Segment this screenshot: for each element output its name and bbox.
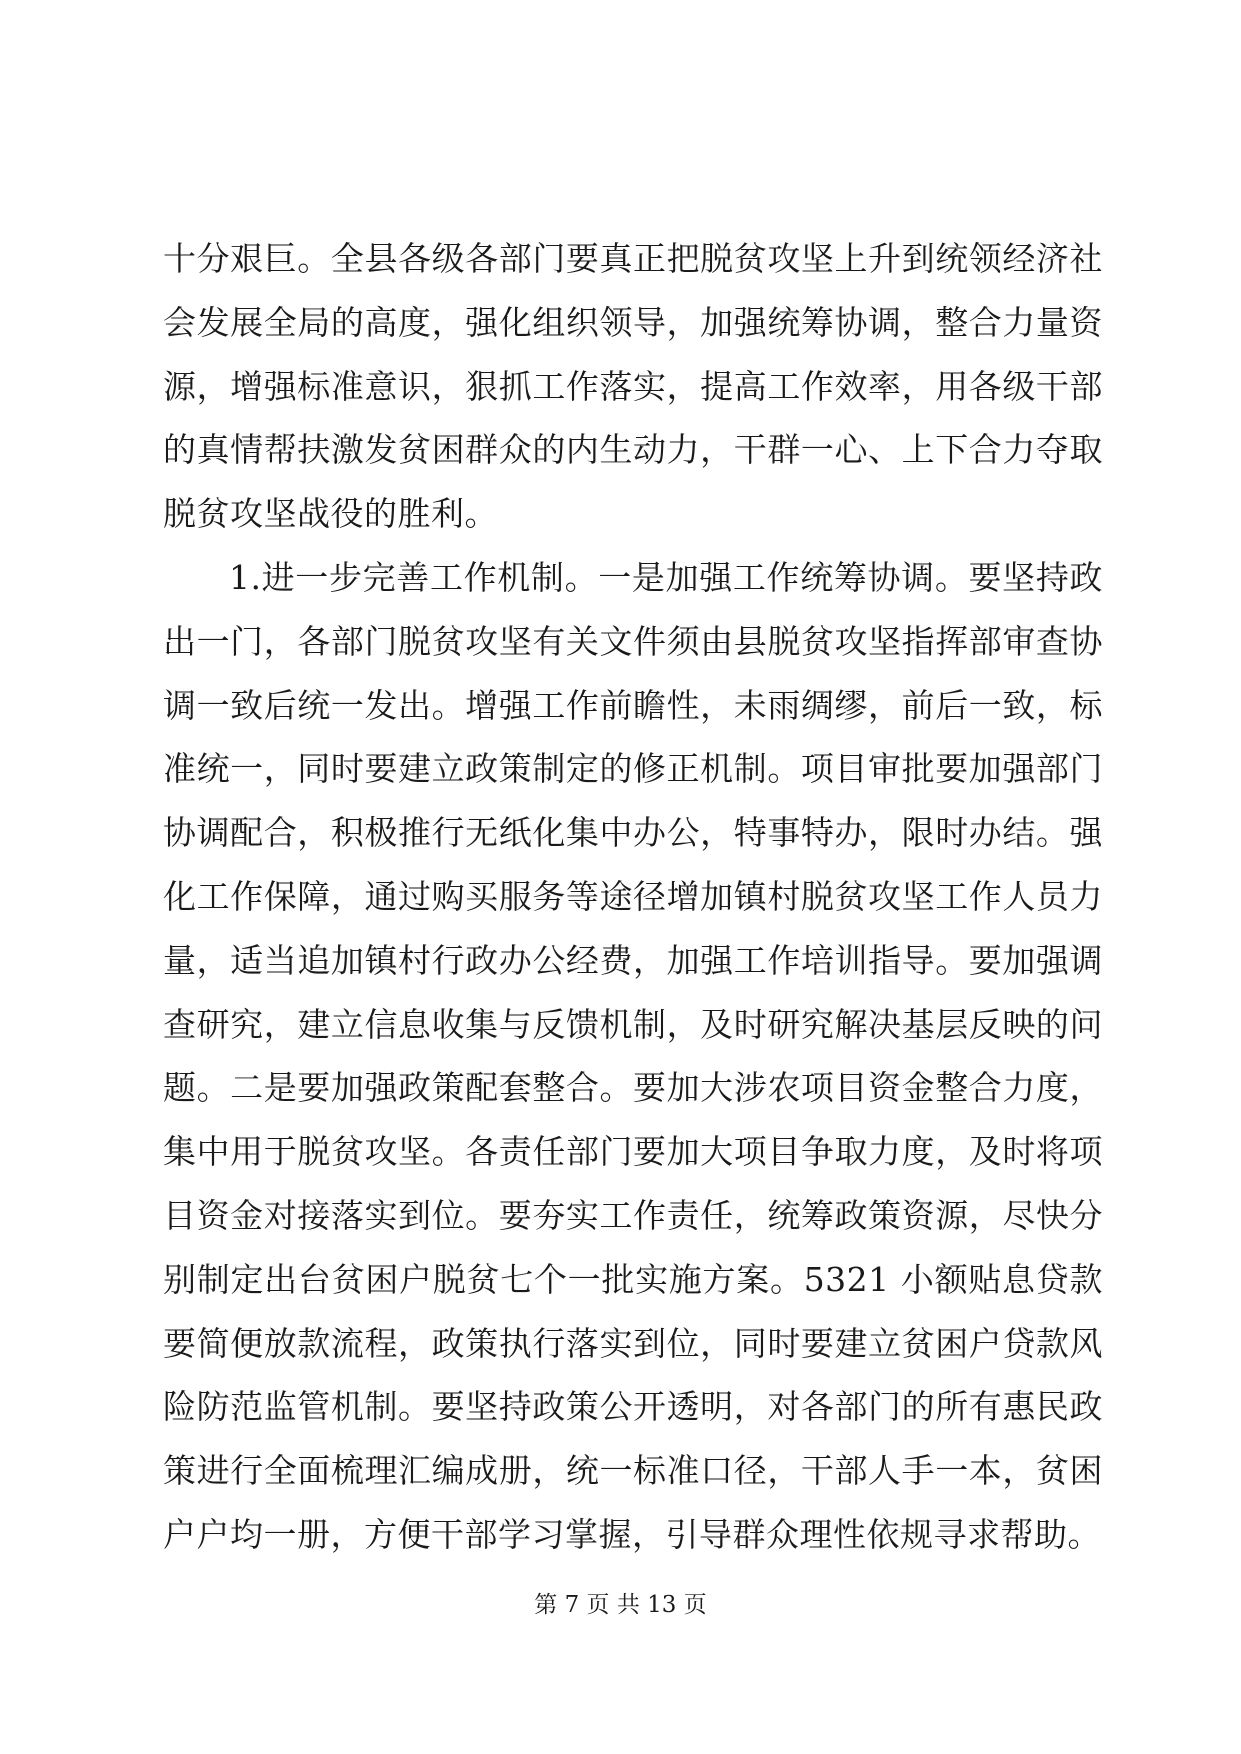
text-line: 调一致后统一发出。增强工作前瞻性，未雨绸缪，前后一致，标 — [163, 685, 1103, 725]
text-line: 别制定出台贫困户脱贫七个一批实施方案。5321 小额贴息贷款 — [163, 1259, 1103, 1299]
text-line: 要简便放款流程，政策执行落实到位，同时要建立贫困户贷款风 — [163, 1323, 1103, 1363]
text-line: 集中用于脱贫攻坚。各责任部门要加大项目争取力度，及时将项 — [163, 1132, 1103, 1172]
text-line: 准统一，同时要建立政策制定的修正机制。项目审批要加强部门 — [163, 749, 1103, 789]
text-line: 题。二是要加强政策配套整合。要加大涉农项目资金整合力度， — [163, 1068, 1103, 1108]
text-line: 1.进一步完善工作机制。一是加强工作统筹协调。要坚持政 — [229, 557, 1103, 597]
text-line: 源，增强标准意识，狠抓工作落实，提高工作效率，用各级干部 — [163, 366, 1103, 406]
text-line: 量，适当追加镇村行政办公经费，加强工作培训指导。要加强调 — [163, 940, 1103, 980]
text-line: 化工作保障，通过购买服务等途径增加镇村脱贫攻坚工作人员力 — [163, 876, 1103, 916]
body-text — [163, 227, 1103, 1567]
text-line: 险防范监管机制。要坚持政策公开透明，对各部门的所有惠民政 — [163, 1387, 1103, 1427]
text-line: 十分艰巨。全县各级各部门要真正把脱贫攻坚上升到统领经济社 — [163, 239, 1103, 278]
text-line: 查研究，建立信息收集与反馈机制，及时研究解决基层反映的问 — [163, 1004, 1103, 1044]
page-footer: 第 7 页 共 13 页 — [534, 1592, 707, 1618]
text-line: 目资金对接落实到位。要夯实工作责任，统筹政策资源，尽快分 — [163, 1195, 1103, 1235]
text-line: 会发展全局的高度，强化组织领导，加强统筹协调，整合力量资 — [163, 302, 1103, 342]
text-line: 的真情帮扶激发贫困群众的内生动力，干群一心、上下合力夺取 — [163, 430, 1103, 470]
text-line: 出一门，各部门脱贫攻坚有关文件须由县脱贫攻坚指挥部审查协 — [163, 621, 1103, 661]
text-line: 协调配合，积极推行无纸化集中办公，特事特办，限时办结。强 — [163, 813, 1103, 853]
text-line: 策进行全面梳理汇编成册，统一标准口径，干部人手一本，贫困 — [163, 1451, 1103, 1491]
text-line: 户户均一册，方便干部学习掌握，引导群众理性依规寻求帮助。 — [163, 1514, 1101, 1554]
text-line: 脱贫攻坚战役的胜利。 — [163, 494, 498, 534]
